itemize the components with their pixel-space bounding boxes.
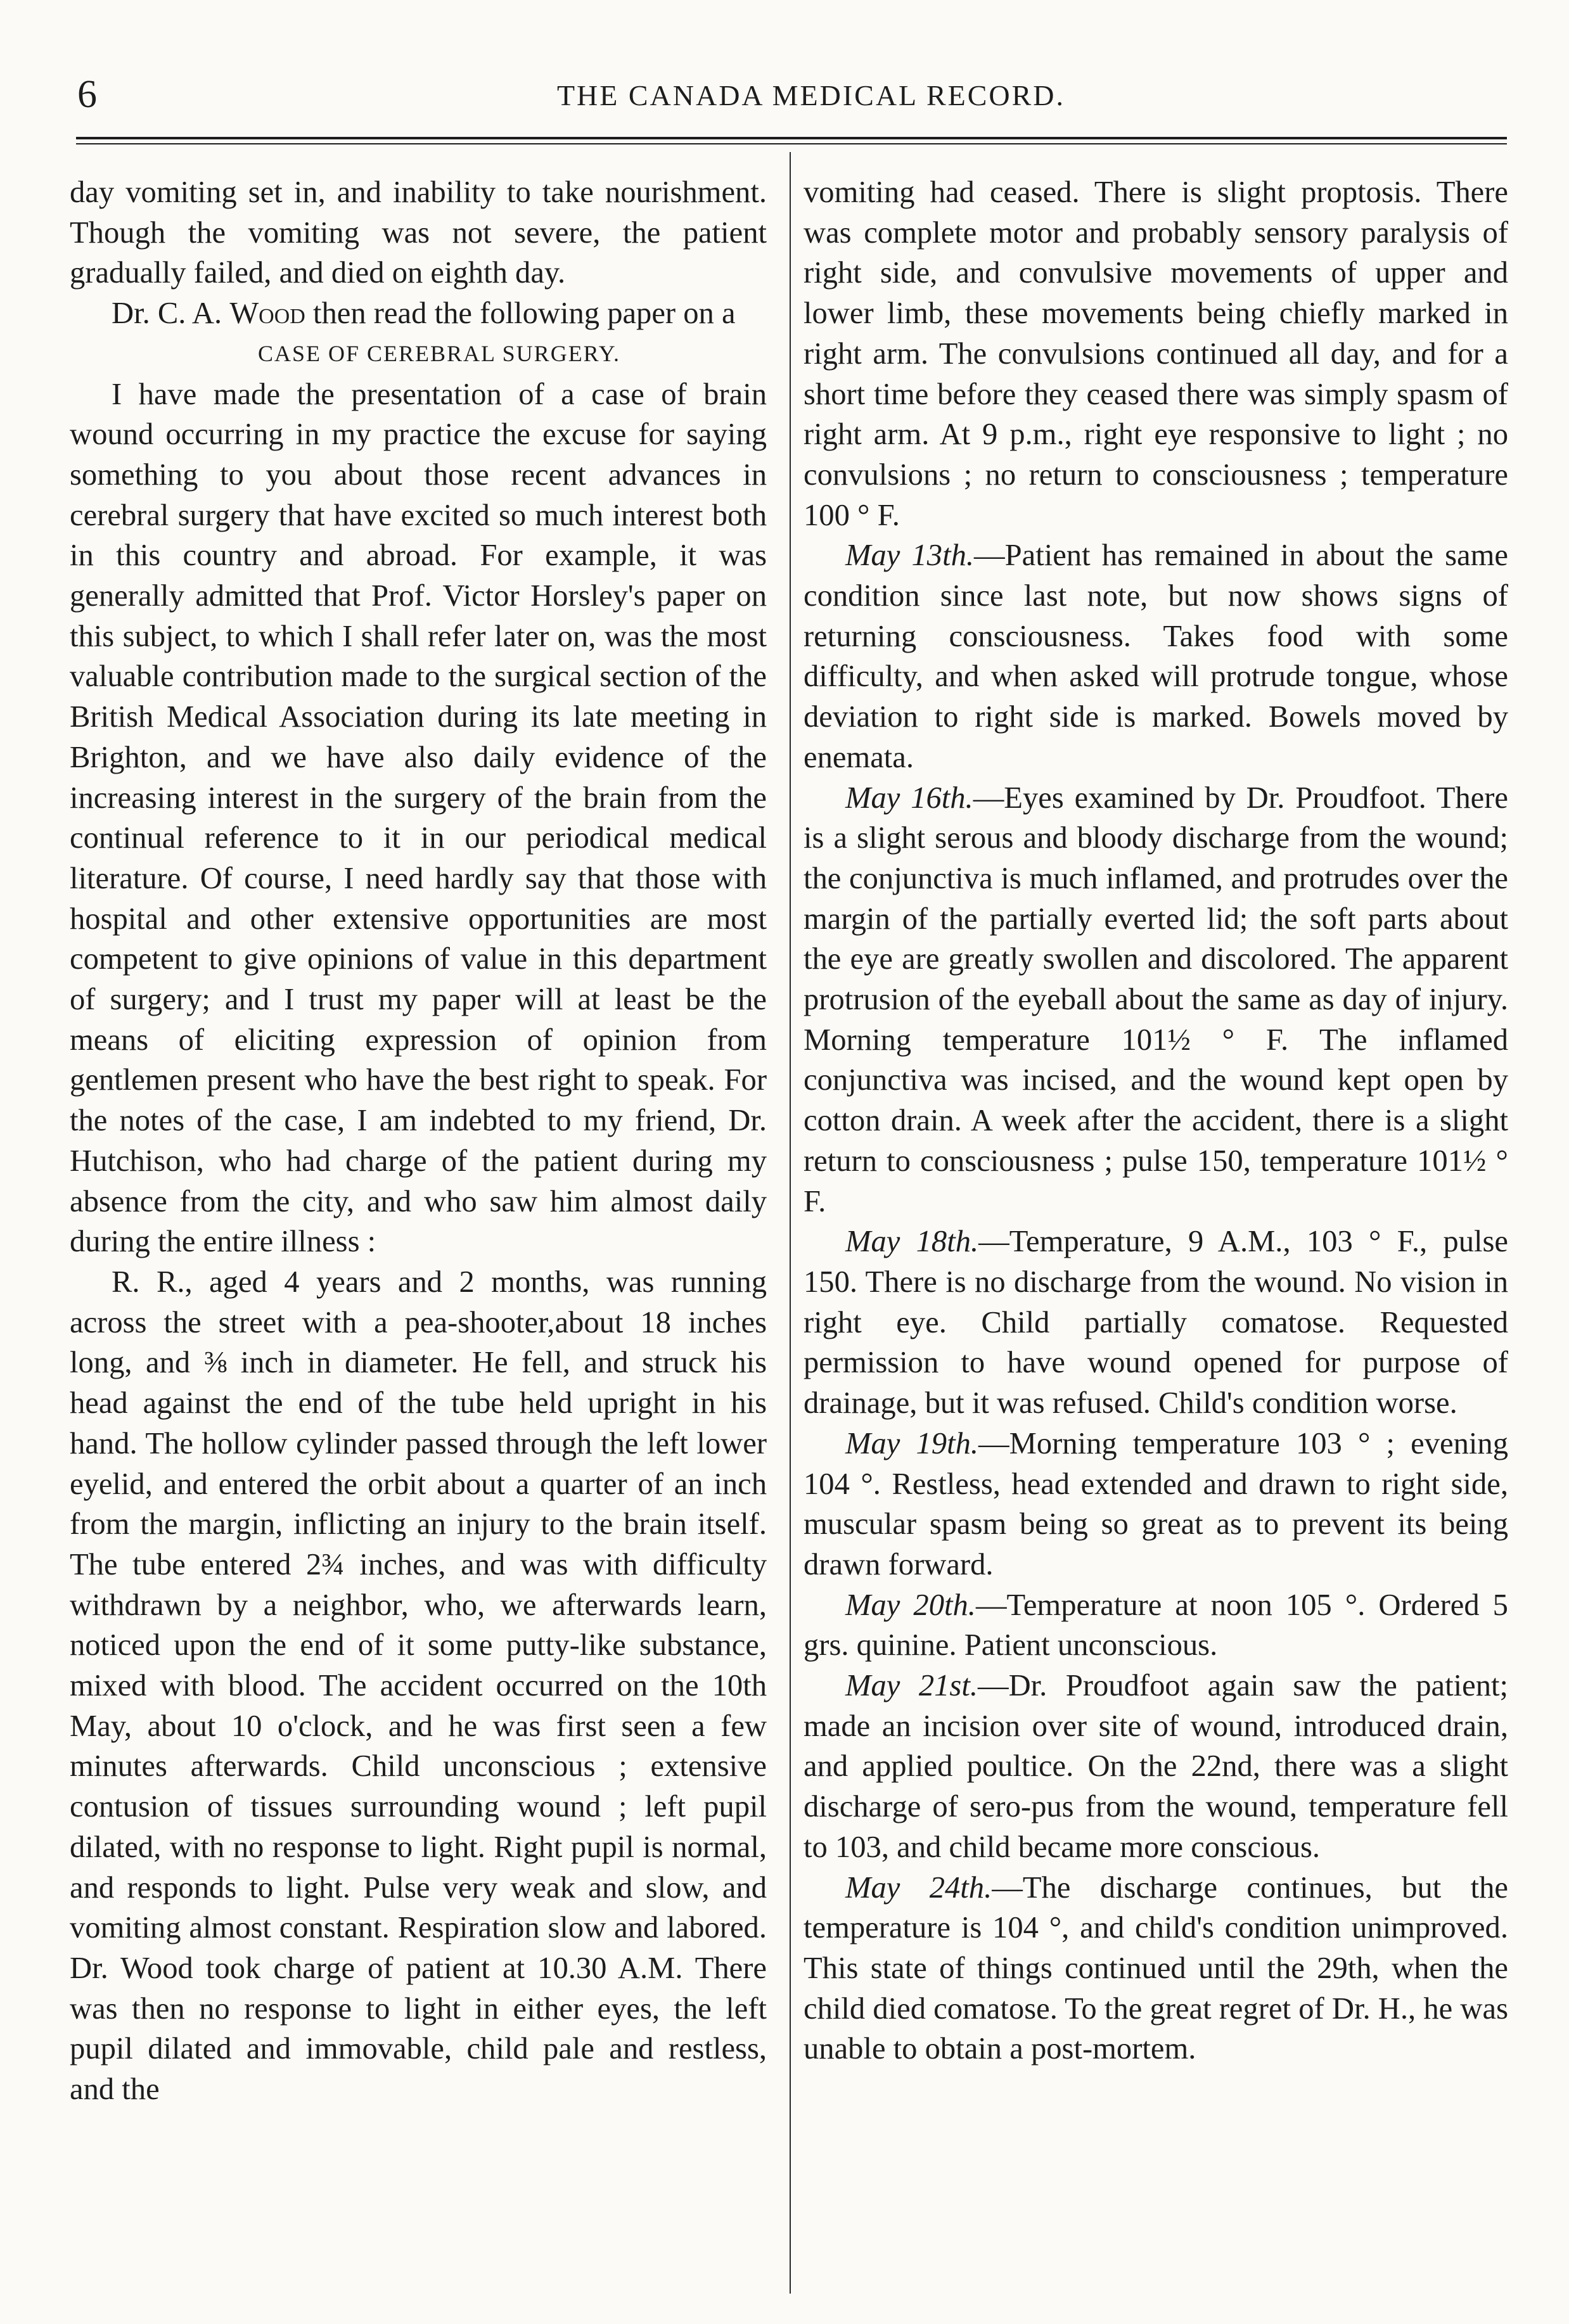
entry-date: May 18th. [845, 1224, 979, 1259]
section-heading: CASE OF CEREBRAL SURGERY. [257, 340, 621, 366]
entry-text: —Dr. Proudfoot again saw the patient; made an incision over site of wound, introduced drain, and applied poultice. On the 22nd, there was a slight discharge of sero-pus from the wound, temperature fell to 103, and child became more conscious. [804, 1668, 1508, 1864]
entry-date: May 21st. [845, 1668, 978, 1703]
text-run: then read the following paper on a [305, 296, 736, 331]
running-title: THE CANADA MEDICAL RECORD. [556, 79, 1066, 112]
header-rule-thin [76, 143, 1507, 144]
paragraph: vomiting had ceased. There is slight proptosis. There was complete motor and probably sensory paralysis of right side, and convulsive movements of upper and lower limb, these movements being chiefly marked in right arm. The convulsions continued all day, and for a short time before they ceased there was simply spasm of right arm. At 9 p.m., right eye responsive to light ; no convulsions ; no return to consciousness ; temperature 100 ° F. [804, 175, 1508, 532]
column-divider [790, 152, 791, 2294]
case-entry [804, 1868, 1508, 2070]
entry-text: —Temperature, 9 A.M., 103 ° F., pulse 150. There is no discharge from the wound. No vision in right eye. Child partially comatose. Requested permission to have wound opened for purpose of drainage, but it was refused. Child's condition worse. [804, 1224, 1508, 1421]
case-entry [804, 778, 1508, 1222]
header-rule-thick [76, 137, 1507, 139]
entry-text: —Patient has remained in about the same condition since last note, but now shows signs of returning consciousness. Takes food with some difficulty, and when asked will protrude tongue, whose deviation to right side is marked. Bowels moved by enemata. [804, 538, 1508, 774]
case-entry [804, 1424, 1508, 1585]
paragraph: I have made the presentation of a case of brain wound occurring in my practice the excuse for saying something to you about those recent advances in cerebral surgery that have excited so much interest both in this country and abroad. For example, it was generally admitted that Prof. Victor Horsley's paper on this subject, to which I shall refer later on, was the most valuable contribution made to the surgical section of the British Medical Association during its late meeting in Brighton, and we have also daily evidence of the increasing interest in the surgery of the brain from the continual reference to it in our periodical medical literature. Of course, I need hardly say that those with hospital and other extensive opportunities are most competent to give opinions of value in this department of surgery; and I trust my paper will at least be the means of eliciting expression of opinion from gentlemen present who have the best right to speak. For the notes of the case, I am indebted to my friend, Dr. Hutchison, who had charge of the patient during my absence from the city, and who saw him almost daily during the entire illness : [70, 376, 767, 1259]
entry-date: May 19th. [845, 1426, 979, 1460]
case-entry [804, 1666, 1508, 1868]
entry-text: —Morning temperature 103 ° ; evening 104 °. Restless, head extended and drawn to right side, muscular spasm being so great as to prevent its being drawn forward. [804, 1426, 1508, 1581]
text-run: Dr. C. A. [112, 296, 230, 331]
entry-date: May 24th. [845, 1870, 992, 1905]
entry-text: —Eyes examined by Dr. Proudfoot. There is a slight serous and bloody discharge from the wound; the conjunctiva is much inflamed, and protrudes over the margin of the partially everted lid; the soft parts about the eye are greatly swollen and discolored. The apparent protrusion of the eyeball about the same as day of injury. Morning temperature 101½ ° F. The inflamed conjunctiva was incised, and the wound kept open by cotton drain. A week after the accident, there is a slight return to consciousness ; pulse 150, temperature 101½ ° F. [804, 780, 1508, 1218]
paragraph [70, 293, 767, 334]
case-entry [804, 1222, 1508, 1424]
page-number: 6 [77, 73, 97, 116]
entry-date: May 16th. [845, 780, 973, 815]
paragraph: R. R., aged 4 years and 2 months, was running across the street with a pea-shooter,about 18 inches long, and ⅜ inch in diameter. He fell, and struck his head against the end of the tube held upright in his hand. The hollow cylinder passed through the left lower eyelid, and entered the orbit about a quarter of an inch from the margin, inflicting an injury to the brain itself. The tube entered 2¾ inches, and was with difficulty withdrawn by a neighbor, who, we afterwards learn, noticed upon the end of it some putty-like substance, mixed with blood. The accident occurred on the 10th May, about 10 o'clock, and he was first seen a few minutes afterwards. Child unconscious ; extensive contusion of tissues surrounding wound ; left pupil dilated, with no response to light. Right pupil is normal, and responds to light. Pulse very weak and slow, and vomiting almost constant. Respiration slow and labored. Dr. Wood took charge of patient at 10.30 A.M. There was then no response to light in either eyes, the left pupil dilated and immovable, child pale and restless, and the [70, 1264, 767, 2107]
entry-date: May 13th. [845, 538, 975, 573]
paragraph: day vomiting set in, and inability to take nourishment. Though the vomiting was not severe, the patient gradually failed, and died on eighth day. [70, 175, 767, 290]
case-entry [804, 1585, 1508, 1666]
case-entry [804, 535, 1508, 777]
entry-date: May 20th. [845, 1587, 976, 1622]
right-column [804, 172, 1508, 2069]
entry-text: —Temperature at noon 105 °. Ordered 5 grs. quinine. Patient unconscious. [804, 1587, 1508, 1663]
entry-text: —The discharge continues, but the temperature is 104 °, and child's condition unimproved. This state of things continued until the 29th, when the child died comatose. To the great regret of Dr. H., he was unable to obtain a post-mortem. [804, 1870, 1508, 2066]
author-name: Wood [229, 296, 305, 331]
left-column [70, 172, 767, 2110]
